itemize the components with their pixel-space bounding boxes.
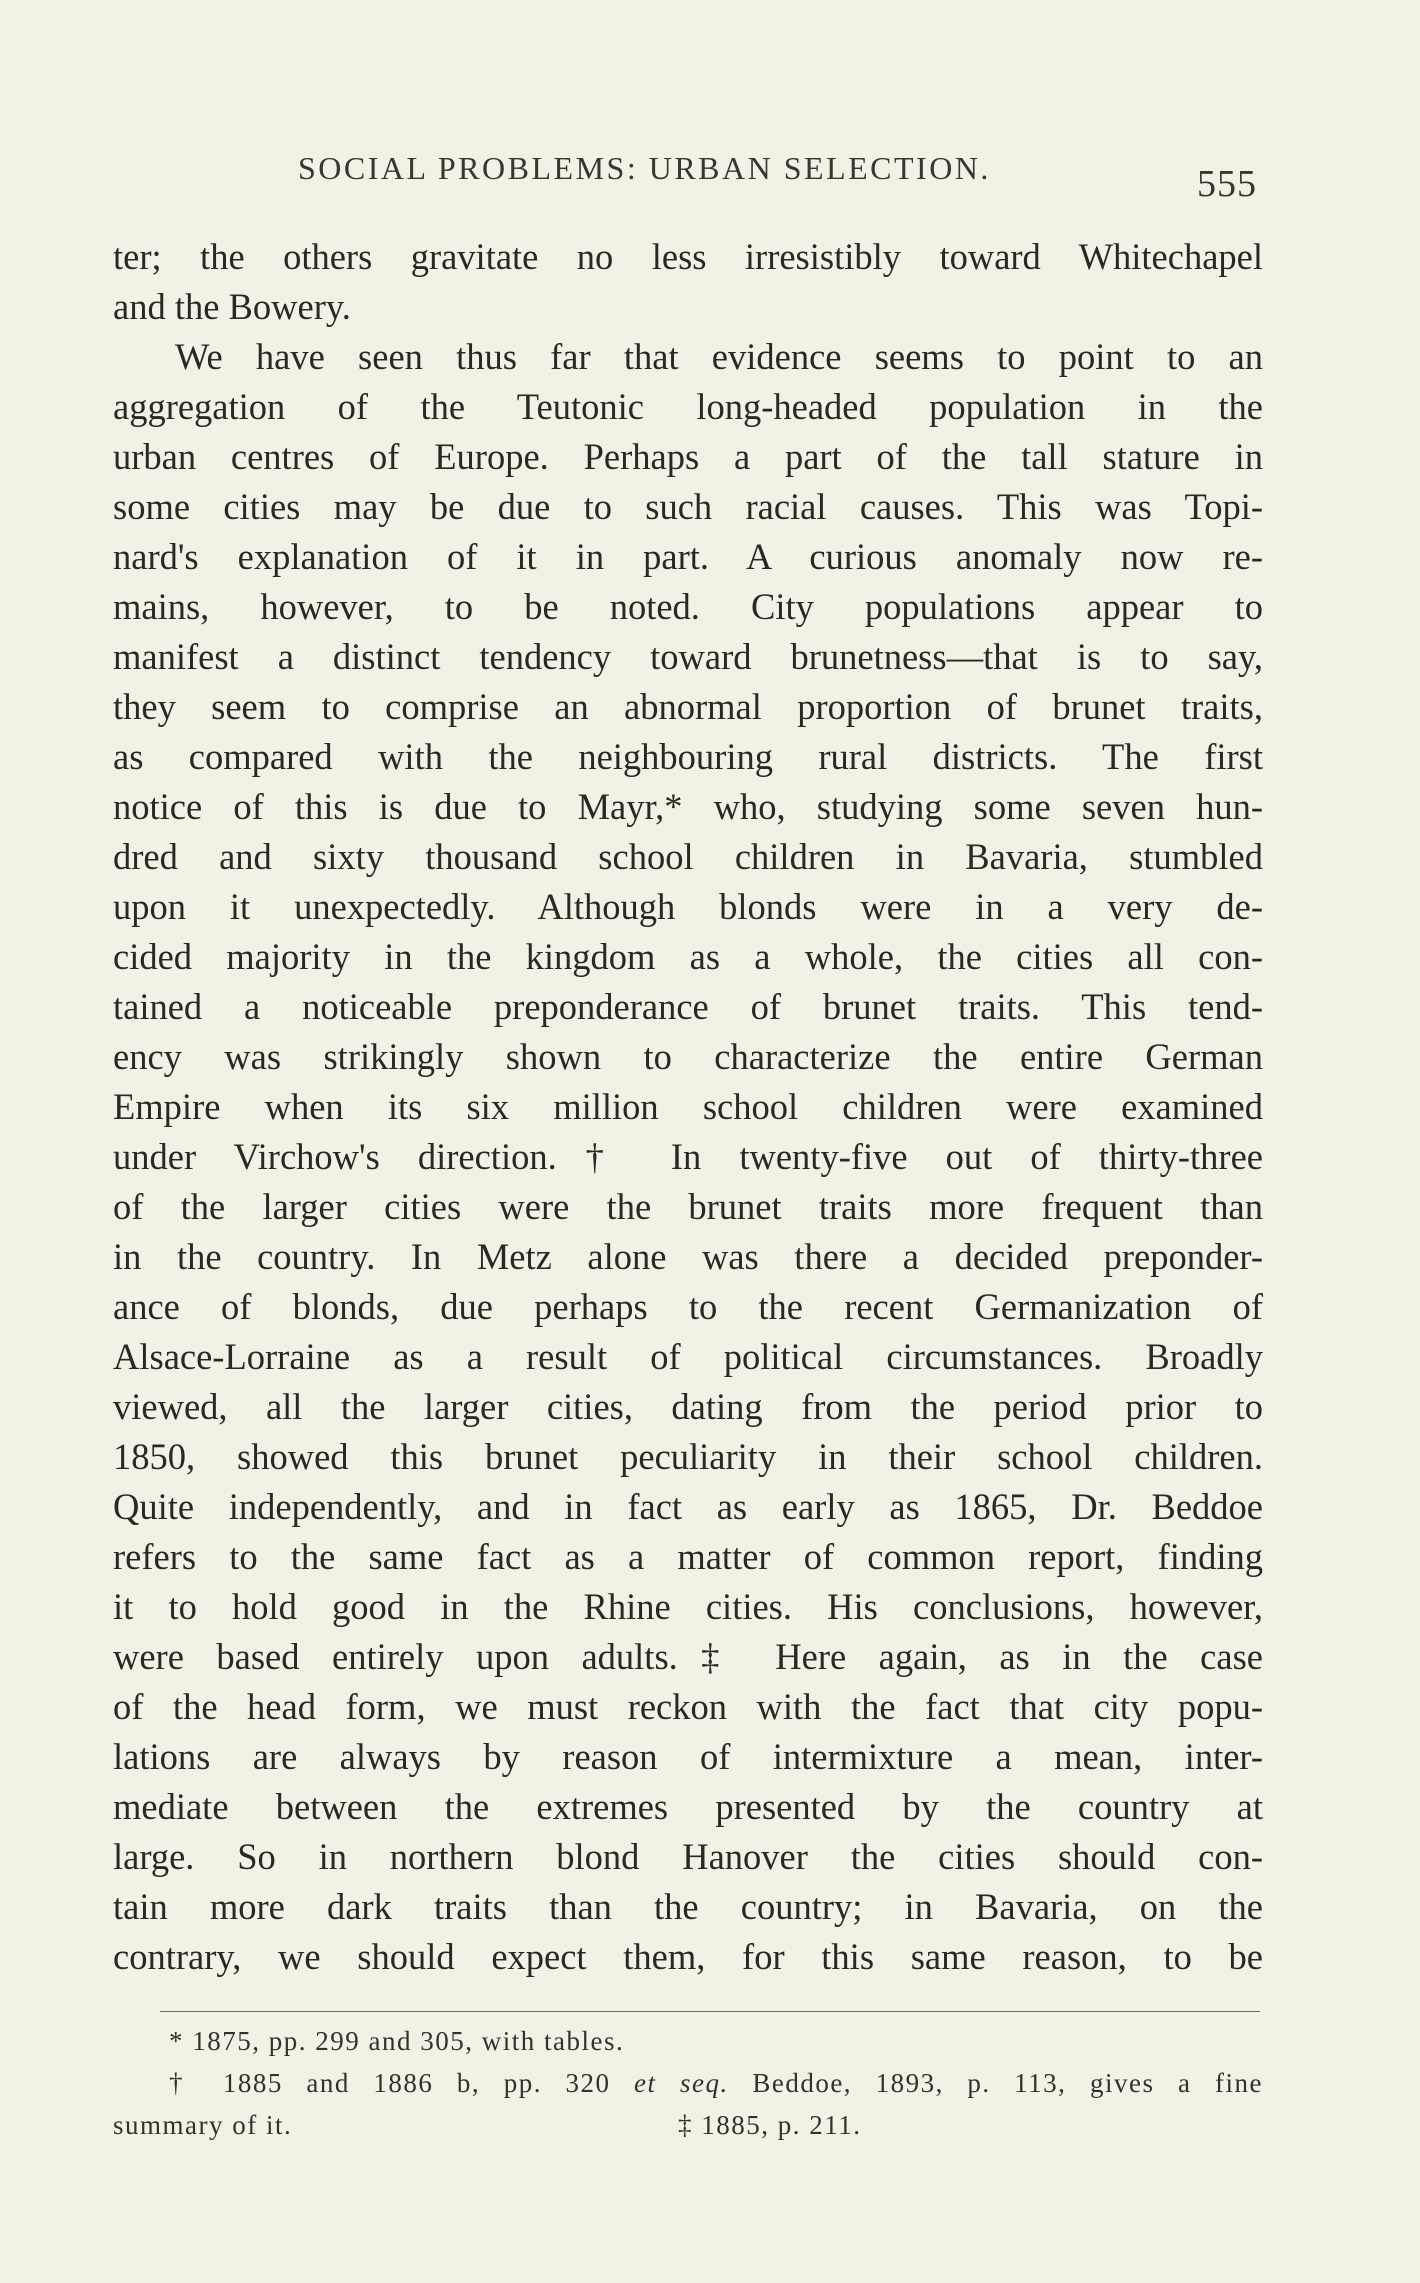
- text-line: refers to the same fact as a matter of common report, finding: [113, 1536, 1263, 1577]
- footnote-2: [113, 2062, 1263, 2104]
- text-line: cided majority in the kingdom as a whole, the cities all con-: [113, 936, 1263, 977]
- text-line: were based entirely upon adults.‡ Here again, as in the case: [113, 1636, 1263, 1677]
- text-line: of the larger cities were the brunet traits more frequent than: [113, 1186, 1263, 1227]
- footnote-3-line: [113, 2104, 1263, 2146]
- text-line: viewed, all the larger cities, dating from the period prior to: [113, 1386, 1263, 1427]
- text-line: of the head form, we must reckon with the fact that city popu-: [113, 1686, 1263, 1727]
- text-line: aggregation of the Teutonic long-headed population in the: [113, 386, 1263, 427]
- text-line: ter; the others gravitate no less irresistibly toward Whitechapel: [113, 236, 1263, 277]
- text-line: manifest a distinct tendency toward brunetness—that is to say,: [113, 636, 1263, 677]
- text-line: dred and sixty thousand school children in Bavaria, stumbled: [113, 836, 1263, 877]
- text-line: notice of this is due to Mayr,* who, studying some seven hun-: [113, 786, 1263, 827]
- body-text: [113, 232, 1263, 1982]
- text-line: Alsace-Lorraine as a result of political circumstances. Broadly: [113, 1336, 1263, 1377]
- footnotes: [113, 2020, 1263, 2146]
- text-line: nard's explanation of it in part. A curious anomaly now re-: [113, 536, 1263, 577]
- text-line: tain more dark traits than the country; in Bavaria, on the: [113, 1886, 1263, 1927]
- text-line: it to hold good in the Rhine cities. His conclusions, however,: [113, 1586, 1263, 1627]
- text-line: lations are always by reason of intermixture a mean, inter-: [113, 1736, 1263, 1777]
- text-line: mains, however, to be noted. City populations appear to: [113, 586, 1263, 627]
- footnote-2-continuation: summary of it.: [113, 2110, 293, 2140]
- text-line: mediate between the extremes presented by the country at: [113, 1786, 1263, 1827]
- text-line: Quite independently, and in fact as early as 1865, Dr. Beddoe: [113, 1486, 1263, 1527]
- text-line: they seem to comprise an abnormal proportion of brunet traits,: [113, 686, 1263, 727]
- footnote-2-italic: et seq.: [634, 2068, 729, 2098]
- footnote-divider: [160, 2011, 1260, 2012]
- text-line: under Virchow's direction.† In twenty-five out of thirty-three: [113, 1136, 1263, 1177]
- running-head-title: SOCIAL PROBLEMS: URBAN SELECTION.: [298, 150, 991, 186]
- page-number: 555: [1197, 163, 1257, 205]
- footnote-3: ‡ 1885, p. 211.: [678, 2110, 862, 2140]
- footnote-1: * 1875, pp. 299 and 305, with tables.: [169, 2026, 625, 2056]
- text-line: contrary, we should expect them, for this same reason, to be: [113, 1936, 1263, 1977]
- text-line: tained a noticeable preponderance of brunet traits. This tend-: [113, 986, 1263, 1027]
- text-line: 1850, showed this brunet peculiarity in their school children.: [113, 1436, 1263, 1477]
- text-line: large. So in northern blond Hanover the cities should con-: [113, 1836, 1263, 1877]
- footnote-2-text-cont: Beddoe, 1893, p. 113, gives a fine: [728, 2068, 1263, 2098]
- text-line: urban centres of Europe. Perhaps a part of the tall stature in: [113, 436, 1263, 477]
- footnote-2-text: † 1885 and 1886 b, pp. 320: [169, 2068, 635, 2098]
- text-line: upon it unexpectedly. Although blonds were in a very de-: [113, 886, 1263, 927]
- text-line: in the country. In Metz alone was there a decided preponder-: [113, 1236, 1263, 1277]
- text-line: and the Bowery.: [113, 286, 351, 327]
- text-line: as compared with the neighbouring rural districts. The first: [113, 736, 1263, 777]
- text-line: Empire when its six million school children were examined: [113, 1086, 1263, 1127]
- text-line: some cities may be due to such racial causes. This was Topi-: [113, 486, 1263, 527]
- text-line: We have seen thus far that evidence seems to point to an: [175, 336, 1263, 377]
- text-line: ency was strikingly shown to characterize the entire German: [113, 1036, 1263, 1077]
- text-line: ance of blonds, due perhaps to the recent Germanization of: [113, 1286, 1263, 1327]
